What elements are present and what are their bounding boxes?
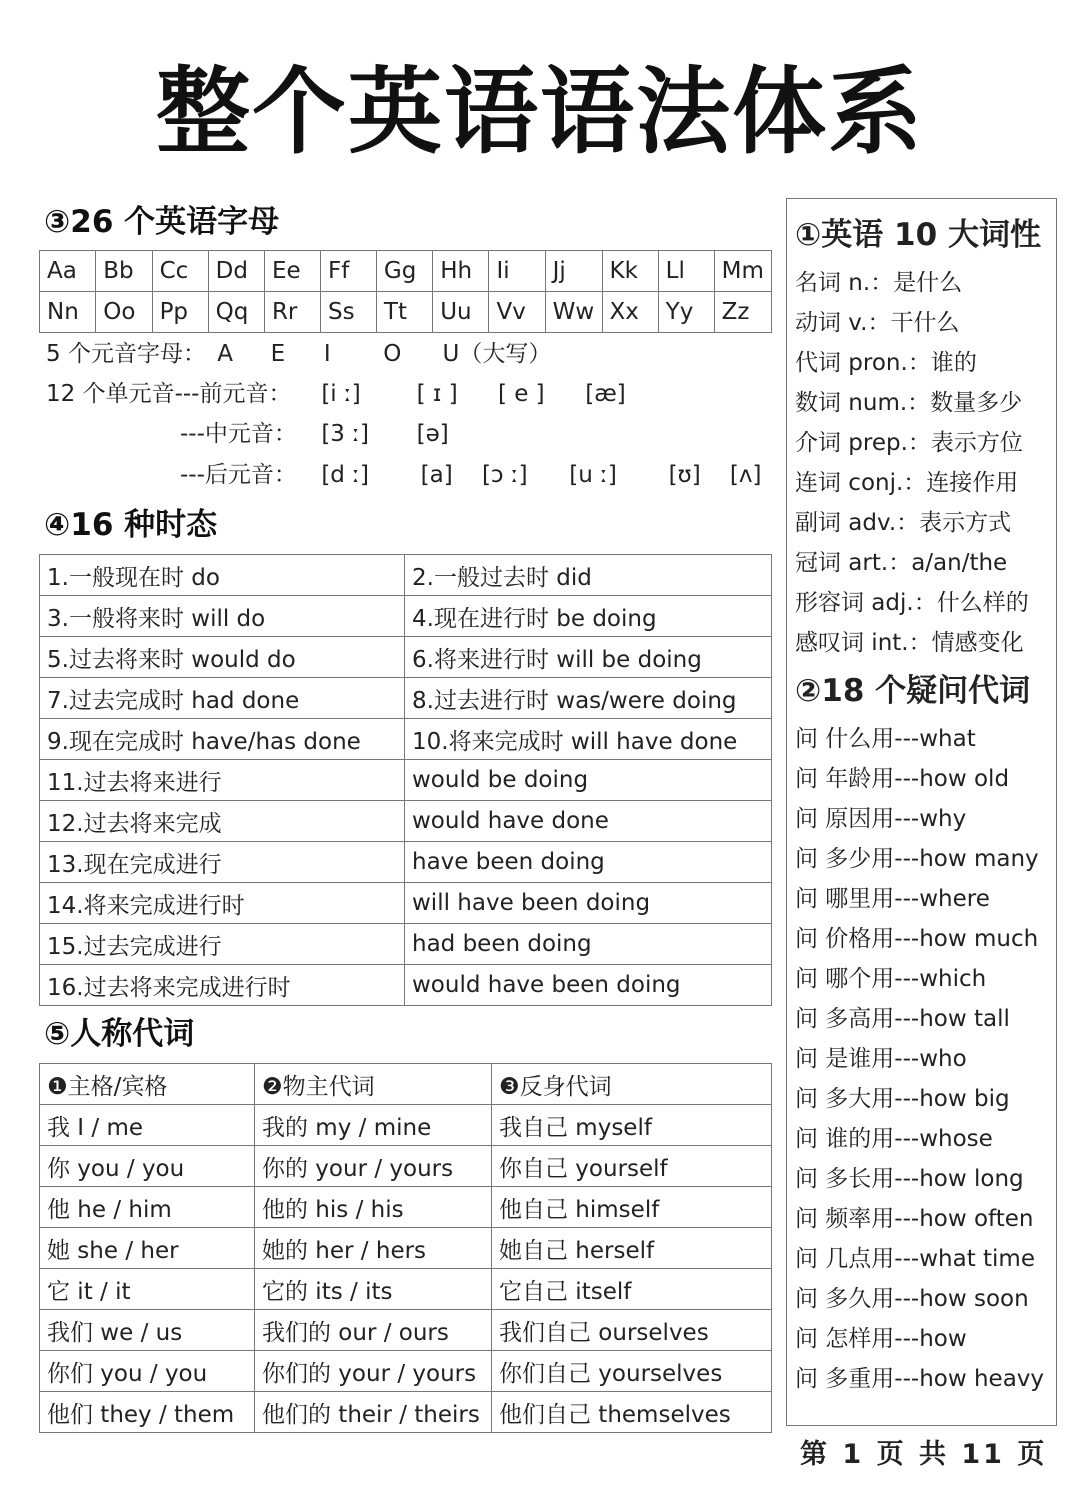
letter-cell: Jj [545, 251, 602, 292]
list-item: 问 是谁用---who [795, 1046, 967, 1072]
phoneme: [a] [420, 462, 453, 488]
pronoun-cell: 他的 his / his [255, 1187, 492, 1228]
table-row [40, 965, 772, 1006]
list-item: 问 谁的用---whose [795, 1126, 993, 1152]
table-row [40, 760, 772, 801]
phoneme: [ e ] [497, 381, 545, 407]
phoneme: [æ] [585, 381, 626, 407]
pronouns-table [39, 1063, 772, 1433]
list-item: 连词 conj.：连接作用 [795, 470, 1019, 496]
column-header: ❸反身代词 [492, 1064, 772, 1105]
list-item: 问 多重用---how heavy [795, 1366, 1045, 1392]
list-item: 问 年龄用---how old [795, 766, 1010, 792]
list-item: 问 什么用---what [795, 726, 976, 752]
table-row [40, 883, 772, 924]
letter-cell: Zz [714, 292, 771, 333]
letter-cell: Ss [320, 292, 376, 333]
list-item: 问 几点用---what time [795, 1246, 1035, 1272]
table-row [40, 555, 772, 596]
list-item: 名词 n.：是什么 [795, 270, 963, 296]
list-item: 问 频率用---how often [795, 1206, 1034, 1232]
letter-cell: Ll [658, 251, 714, 292]
list-item: 问 多大用---how big [795, 1086, 1010, 1112]
table-row [40, 719, 772, 760]
letter-cell: Rr [264, 292, 320, 333]
vowel-letters-line [46, 334, 551, 374]
list-item: 感叹词 int.：情感变化 [795, 630, 1024, 656]
list-item: 问 哪里用---where [795, 886, 990, 912]
vowel-letter: A [217, 341, 233, 367]
column-header: ❷物主代词 [255, 1064, 492, 1105]
pronoun-cell: 你的 your / yours [255, 1146, 492, 1187]
pronoun-cell: 你们的 your / yours [255, 1351, 492, 1392]
phoneme: [d ː] [321, 462, 369, 488]
parts-of-speech-heading: ①英语 10 大词性 [795, 217, 1041, 253]
list-item: 问 哪个用---which [795, 966, 987, 992]
letter-cell: Bb [96, 251, 152, 292]
mid-label: ---中元音： [180, 421, 297, 447]
pronoun-cell: 它自己 itself [492, 1269, 772, 1310]
pronoun-cell: 我们自己 ourselves [492, 1310, 772, 1351]
pronouns-heading: ⑤人称代词 [44, 1016, 195, 1052]
letter-cell: Yy [658, 292, 714, 333]
tense-cell: 6.将来进行时 will be doing [405, 637, 772, 678]
page-title: 整个英语语法体系 [155, 58, 924, 167]
letter-cell: Pp [152, 292, 208, 333]
mid-vowels-line [180, 414, 449, 454]
letter-cell: Kk [602, 251, 658, 292]
page-number: 第 1 页 共 11 页 [800, 1439, 1048, 1470]
list-item: 代词 pron.：谁的 [795, 350, 977, 376]
list-item: 冠词 art.：a/an/the [795, 550, 1008, 576]
phoneme: [ʊ] [668, 462, 701, 488]
phoneme: [u ː] [569, 462, 617, 488]
letter-cell: Mm [714, 251, 771, 292]
table-row [40, 1105, 772, 1146]
table-row [40, 637, 772, 678]
table-row [40, 1228, 772, 1269]
table-row [40, 596, 772, 637]
tense-cell: 5.过去将来时 would do [40, 637, 405, 678]
pronoun-cell: 我们 we / us [40, 1310, 255, 1351]
back-vowels-line [180, 455, 761, 495]
letter-cell: Hh [433, 251, 489, 292]
alphabet-heading: ③26 个英语字母 [44, 204, 280, 240]
table-row [40, 1187, 772, 1228]
letter-cell: Uu [433, 292, 489, 333]
table-row [40, 1146, 772, 1187]
table-row [40, 678, 772, 719]
pronoun-cell: 我自己 myself [492, 1105, 772, 1146]
pronoun-cell: 她自己 herself [492, 1228, 772, 1269]
pronoun-cell: 他们自己 themselves [492, 1392, 772, 1433]
alphabet-row-2 [40, 292, 772, 333]
letter-cell: Cc [152, 251, 208, 292]
list-item: 问 多久用---how soon [795, 1286, 1029, 1312]
phoneme: [ʌ] [729, 462, 762, 488]
vowels-label: 5 个元音字母： [46, 341, 206, 367]
list-item: 介词 prep.：表示方位 [795, 430, 1023, 456]
tense-cell: 16.过去将来完成进行时 [40, 965, 405, 1006]
pronoun-cell: 我 I / me [40, 1105, 255, 1146]
table-row [40, 1269, 772, 1310]
pronoun-cell: 他 he / him [40, 1187, 255, 1228]
letter-cell: Gg [376, 251, 432, 292]
front-vowels-line [46, 374, 626, 414]
pronoun-cell: 它的 its / its [255, 1269, 492, 1310]
list-item: 数词 num.：数量多少 [795, 390, 1023, 416]
table-row [40, 1351, 772, 1392]
list-item: 动词 v.：干什么 [795, 310, 960, 336]
letter-cell: Qq [208, 292, 264, 333]
pronoun-cell: 你们自己 yourselves [492, 1351, 772, 1392]
pronoun-cell: 它 it / it [40, 1269, 255, 1310]
pronoun-cell: 你 you / you [40, 1146, 255, 1187]
list-item: 形容词 adj.：什么样的 [795, 590, 1029, 616]
tenses-heading: ④16 种时态 [44, 507, 218, 543]
alphabet-table [39, 250, 772, 333]
tense-cell: 3.一般将来时 will do [40, 596, 405, 637]
table-row [40, 1310, 772, 1351]
letter-cell: Oo [96, 292, 152, 333]
vowel-letter: E [270, 341, 286, 367]
tense-cell: 12.过去将来完成 [40, 801, 405, 842]
tense-cell: had been doing [405, 924, 772, 965]
tense-cell: 1.一般现在时 do [40, 555, 405, 596]
pronoun-cell: 他们的 their / theirs [255, 1392, 492, 1433]
list-item: 问 怎样用---how [795, 1326, 967, 1352]
pronoun-cell: 他自己 himself [492, 1187, 772, 1228]
column-header: ❶主格/宾格 [40, 1064, 255, 1105]
alphabet-row-1 [40, 251, 772, 292]
right-panel [786, 198, 1057, 1426]
letter-cell: Ee [264, 251, 320, 292]
tense-cell: would have been doing [405, 965, 772, 1006]
tense-cell: 10.将来完成时 will have done [405, 719, 772, 760]
vowel-letter: U（大写） [442, 341, 552, 367]
list-item: 问 多少用---how many [795, 846, 1039, 872]
letter-cell: Ff [320, 251, 376, 292]
letter-cell: Ii [489, 251, 545, 292]
table-row [40, 801, 772, 842]
letter-cell: Nn [40, 292, 96, 333]
letter-cell: Tt [376, 292, 432, 333]
list-item: 问 价格用---how much [795, 926, 1039, 952]
pronoun-cell: 她 she / her [40, 1228, 255, 1269]
letter-cell: Ww [545, 292, 602, 333]
letter-cell: Aa [40, 251, 96, 292]
pronoun-cell: 她的 her / hers [255, 1228, 492, 1269]
pronoun-cell: 我们的 our / ours [255, 1310, 492, 1351]
letter-cell: Dd [208, 251, 264, 292]
tenses-table [39, 554, 772, 1006]
list-item: 问 多高用---how tall [795, 1006, 1010, 1032]
tense-cell: 7.过去完成时 had done [40, 678, 405, 719]
phoneme: [ə] [416, 421, 449, 447]
vowel-letter: O [383, 341, 402, 367]
phoneme: [3 ː] [321, 421, 369, 447]
tense-cell: would be doing [405, 760, 772, 801]
table-header-row [40, 1064, 772, 1105]
pronoun-cell: 他们 they / them [40, 1392, 255, 1433]
phoneme: [ ɪ ] [416, 381, 458, 407]
pronoun-cell: 你们 you / you [40, 1351, 255, 1392]
list-item: 副词 adv.：表示方式 [795, 510, 1012, 536]
letter-cell: Xx [602, 292, 658, 333]
table-row [40, 1392, 772, 1433]
table-row [40, 924, 772, 965]
phoneme: [i ː] [321, 381, 361, 407]
tense-cell: 4.现在进行时 be doing [405, 596, 772, 637]
phoneme: [ɔ ː] [481, 462, 528, 488]
list-item: 问 原因用---why [795, 806, 967, 832]
tense-cell: would have done [405, 801, 772, 842]
tense-cell: 11.过去将来进行 [40, 760, 405, 801]
vowel-letter: I [323, 341, 331, 367]
list-item: 问 多长用---how long [795, 1166, 1024, 1192]
letter-cell: Vv [489, 292, 545, 333]
back-label: ---后元音： [180, 462, 297, 488]
tense-cell: 2.一般过去时 did [405, 555, 772, 596]
interrogatives-heading: ②18 个疑问代词 [795, 673, 1031, 709]
tense-cell: will have been doing [405, 883, 772, 924]
pronoun-cell: 我的 my / mine [255, 1105, 492, 1146]
tense-cell: 8.过去进行时 was/were doing [405, 678, 772, 719]
pronoun-cell: 你自己 yourself [492, 1146, 772, 1187]
tense-cell: 13.现在完成进行 [40, 842, 405, 883]
tense-cell: 15.过去完成进行 [40, 924, 405, 965]
tense-cell: 14.将来完成进行时 [40, 883, 405, 924]
table-row [40, 842, 772, 883]
tense-cell: 9.现在完成时 have/has done [40, 719, 405, 760]
monophthong-label: 12 个单元音---前元音： [46, 381, 292, 407]
tense-cell: have been doing [405, 842, 772, 883]
